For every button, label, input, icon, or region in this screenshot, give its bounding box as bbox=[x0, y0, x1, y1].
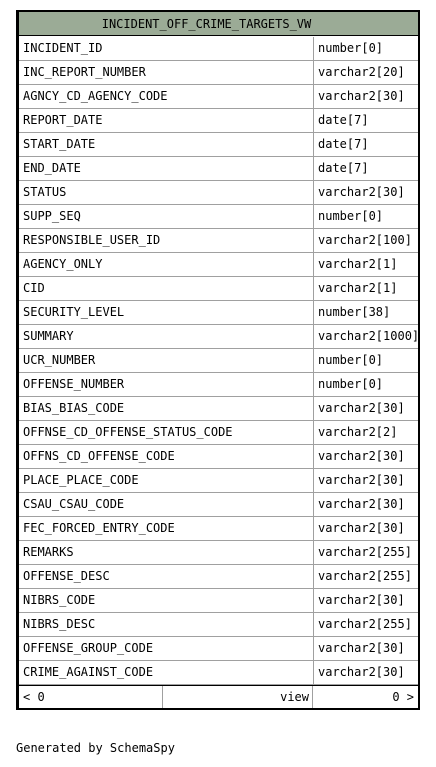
table-row[interactable] bbox=[19, 445, 418, 469]
table-row[interactable] bbox=[19, 85, 418, 109]
column-type: date[7] bbox=[313, 109, 436, 132]
table-row[interactable] bbox=[19, 157, 418, 181]
column-type: varchar2[255] bbox=[313, 541, 436, 564]
table-row[interactable] bbox=[19, 397, 418, 421]
column-name: BIAS_BIAS_CODE bbox=[23, 401, 125, 415]
table-row[interactable] bbox=[19, 205, 418, 229]
column-type: number[0] bbox=[313, 37, 436, 60]
column-name: OFFNSE_CD_OFFENSE_STATUS_CODE bbox=[23, 425, 233, 439]
table-row[interactable] bbox=[19, 637, 418, 661]
column-type: varchar2[30] bbox=[313, 85, 436, 108]
column-type: varchar2[30] bbox=[313, 181, 436, 204]
column-name: END_DATE bbox=[23, 161, 81, 175]
table-row[interactable] bbox=[19, 421, 418, 445]
column-type: number[0] bbox=[313, 205, 436, 228]
column-type: varchar2[1] bbox=[313, 253, 436, 276]
column-type: varchar2[100] bbox=[313, 229, 436, 252]
table-row[interactable] bbox=[19, 109, 418, 133]
table-row[interactable] bbox=[19, 541, 418, 565]
column-name: CSAU_CSAU_CODE bbox=[23, 497, 125, 511]
column-name: INCIDENT_ID bbox=[23, 41, 103, 55]
table-row[interactable] bbox=[19, 373, 418, 397]
table-row[interactable] bbox=[19, 229, 418, 253]
column-type: varchar2[2] bbox=[313, 421, 436, 444]
table-row[interactable] bbox=[19, 181, 418, 205]
column-name: CRIME_AGAINST_CODE bbox=[23, 665, 154, 679]
table-row[interactable] bbox=[19, 349, 418, 373]
column-name: NIBRS_CODE bbox=[23, 593, 96, 607]
column-type: varchar2[30] bbox=[313, 397, 436, 420]
column-type: varchar2[1] bbox=[313, 277, 436, 300]
column-type: varchar2[30] bbox=[313, 661, 436, 684]
column-type: varchar2[255] bbox=[313, 565, 436, 588]
child-count: 0 > bbox=[392, 690, 414, 704]
column-name: STATUS bbox=[23, 185, 67, 199]
table-row[interactable] bbox=[19, 301, 418, 325]
table-row[interactable] bbox=[19, 253, 418, 277]
table-row[interactable] bbox=[19, 565, 418, 589]
column-type: number[38] bbox=[313, 301, 436, 324]
table-row[interactable] bbox=[19, 613, 418, 637]
column-type: varchar2[255] bbox=[313, 613, 436, 636]
column-list bbox=[19, 37, 418, 685]
column-name: RESPONSIBLE_USER_ID bbox=[23, 233, 161, 247]
column-name: AGENCY_ONLY bbox=[23, 257, 103, 271]
column-name: REPORT_DATE bbox=[23, 113, 103, 127]
table-row[interactable] bbox=[19, 37, 418, 61]
column-name: SUPP_SEQ bbox=[23, 209, 81, 223]
column-type: number[0] bbox=[313, 373, 436, 396]
column-type: date[7] bbox=[313, 133, 436, 156]
parent-count: < 0 bbox=[19, 686, 163, 708]
column-type: varchar2[30] bbox=[313, 445, 436, 468]
column-type: varchar2[30] bbox=[313, 493, 436, 516]
table-row[interactable] bbox=[19, 61, 418, 85]
table-row[interactable] bbox=[19, 589, 418, 613]
column-type: number[0] bbox=[313, 349, 436, 372]
column-name: OFFENSE_NUMBER bbox=[23, 377, 125, 391]
column-name: CID bbox=[23, 281, 45, 295]
column-type: varchar2[30] bbox=[313, 589, 436, 612]
column-type: varchar2[20] bbox=[313, 61, 436, 84]
column-name: INC_REPORT_NUMBER bbox=[23, 65, 146, 79]
table-row[interactable] bbox=[19, 277, 418, 301]
generated-by-text: Generated by SchemaSpy bbox=[16, 741, 175, 755]
column-name: START_DATE bbox=[23, 137, 96, 151]
column-type: varchar2[30] bbox=[313, 517, 436, 540]
column-name: OFFENSE_DESC bbox=[23, 569, 110, 583]
table-row[interactable] bbox=[19, 469, 418, 493]
table-kind: view bbox=[163, 686, 313, 708]
schema-table bbox=[19, 12, 418, 708]
column-name: SECURITY_LEVEL bbox=[23, 305, 125, 319]
column-name: AGNCY_CD_AGENCY_CODE bbox=[23, 89, 168, 103]
column-type: varchar2[1000] bbox=[313, 325, 436, 348]
table-title[interactable]: INCIDENT_OFF_CRIME_TARGETS_VW bbox=[19, 12, 418, 36]
column-name: OFFENSE_GROUP_CODE bbox=[23, 641, 154, 655]
column-type: date[7] bbox=[313, 157, 436, 180]
column-name: NIBRS_DESC bbox=[23, 617, 96, 631]
column-name: SUMMARY bbox=[23, 329, 74, 343]
table-row[interactable] bbox=[19, 493, 418, 517]
column-name: UCR_NUMBER bbox=[23, 353, 96, 367]
column-type: varchar2[30] bbox=[313, 469, 436, 492]
column-name: OFFNS_CD_OFFENSE_CODE bbox=[23, 449, 175, 463]
column-type: varchar2[30] bbox=[313, 637, 436, 660]
table-row[interactable] bbox=[19, 325, 418, 349]
column-name: FEC_FORCED_ENTRY_CODE bbox=[23, 521, 175, 535]
table-row[interactable] bbox=[19, 133, 418, 157]
table-footer bbox=[19, 685, 418, 708]
column-name: REMARKS bbox=[23, 545, 74, 559]
table-row[interactable] bbox=[19, 661, 418, 685]
column-name: PLACE_PLACE_CODE bbox=[23, 473, 139, 487]
table-row[interactable] bbox=[19, 517, 418, 541]
